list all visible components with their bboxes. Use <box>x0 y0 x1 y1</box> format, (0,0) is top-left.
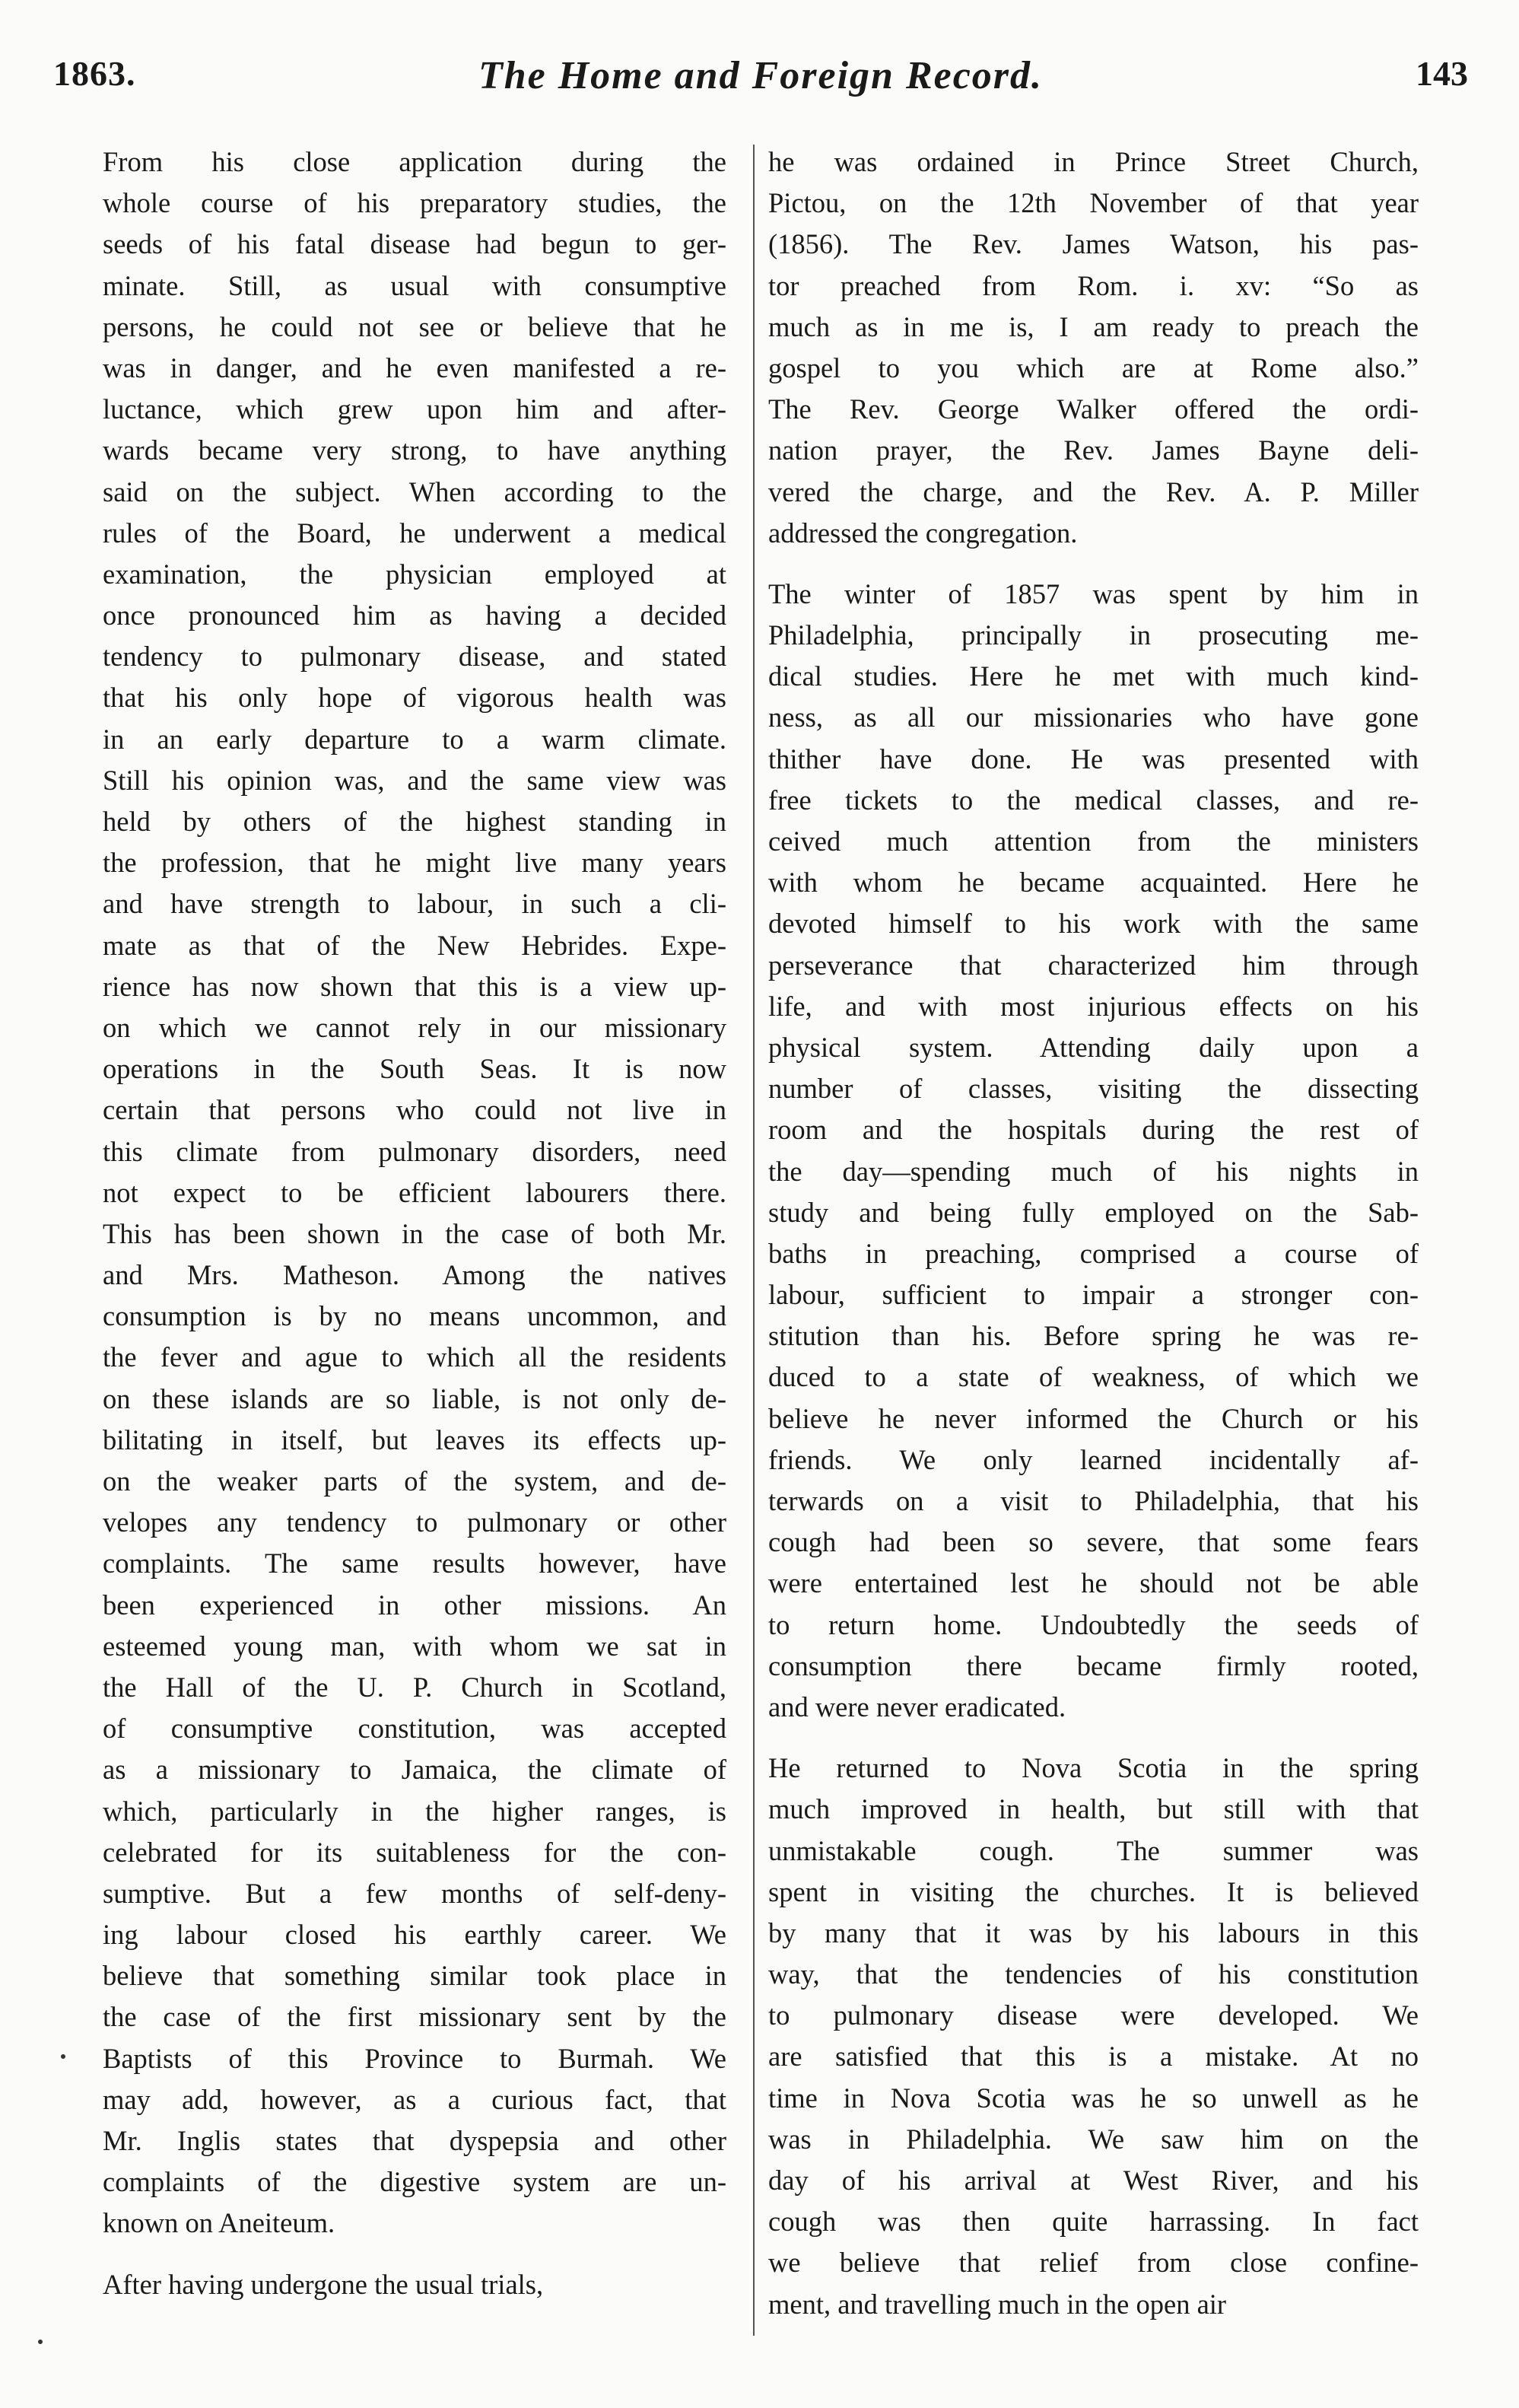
text-line: From his close application during the <box>103 146 726 177</box>
text-line: terwards on a visit to Philadelphia, that his <box>768 1485 1419 1516</box>
text-line: (1856). The Rev. James Watson, his pas- <box>768 228 1419 260</box>
text-line: we believe that relief from close confine- <box>768 2247 1419 2279</box>
text-line: tor preached from Rom. i. xv: “So as <box>768 269 1419 301</box>
text-line: sumptive. But a few months of self-deny- <box>103 1877 726 1909</box>
text-line: cough was then quite harrassing. In fact <box>768 2206 1419 2238</box>
text-line: luctance, which grew upon him and after- <box>103 393 726 425</box>
text-line: unmistakable cough. The summer was <box>768 1834 1419 1866</box>
paragraph-gap <box>768 1728 1419 1748</box>
text-line: Pictou, on the 12th November of that year <box>768 187 1419 219</box>
text-line: ceived much attention from the ministers <box>768 825 1419 857</box>
left-column <box>103 142 726 2305</box>
text-line: much improved in health, but still with that <box>768 1793 1419 1825</box>
text-line: which, particularly in the higher ranges, is <box>103 1795 726 1827</box>
text-line: room and the hospitals during the rest of <box>768 1114 1419 1146</box>
text-line: ment, and travelling much in the open air <box>768 2288 1227 2320</box>
text-line: The Rev. George Walker offered the ordi- <box>768 393 1419 425</box>
text-line: stitution than his. Before spring he was re- <box>768 1320 1419 1352</box>
text-line: and Mrs. Matheson. Among the natives <box>103 1259 726 1291</box>
text-line: vered the charge, and the Rev. A. P. Miller <box>768 476 1419 507</box>
text-line: consumption there became firmly rooted, <box>768 1649 1419 1681</box>
paragraph <box>103 142 726 2244</box>
text-line: and have strength to labour, in such a cli- <box>103 888 726 920</box>
text-line: complaints of the digestive system are un- <box>103 2166 726 2198</box>
text-line: this climate from pulmonary disorders, need <box>103 1135 726 1167</box>
print-speck <box>38 2340 43 2344</box>
text-line: dical studies. Here he met with much kind- <box>768 660 1419 692</box>
text-line: free tickets to the medical classes, and re- <box>768 784 1419 816</box>
text-line: were entertained lest he should not be able <box>768 1567 1419 1599</box>
text-line: the fever and ague to which all the residents <box>103 1341 726 1373</box>
text-line: life, and with most injurious effects on his <box>768 990 1419 1022</box>
text-line: persons, he could not see or believe that he <box>103 310 726 342</box>
text-line: nation prayer, the Rev. James Bayne deli- <box>768 434 1419 466</box>
text-line: by many that it was by his labours in this <box>768 1917 1419 1948</box>
text-line: rience has now shown that this is a view up- <box>103 970 726 1002</box>
text-line: physical system. Attending daily upon a <box>768 1031 1419 1063</box>
text-line: to return home. Undoubtedly the seeds of <box>768 1608 1419 1640</box>
text-line: cough had been so severe, that some fears <box>768 1526 1419 1558</box>
text-line: certain that persons who could not live in <box>103 1094 726 1126</box>
paragraph-gap <box>103 2244 726 2264</box>
text-line: seeds of his fatal disease had begun to ger- <box>103 228 726 260</box>
paragraph <box>103 2264 726 2305</box>
text-line: that his only hope of vigorous health was <box>103 682 726 714</box>
text-line: not expect to be efficient labourers there. <box>103 1176 726 1208</box>
text-line: study and being fully employed on the Sab- <box>768 1196 1419 1228</box>
right-column <box>768 142 1419 2325</box>
text-line: known on Aneiteum. <box>103 2207 335 2239</box>
text-line: perseverance that characterized him through <box>768 949 1419 981</box>
text-line: examination, the physician employed at <box>103 558 726 590</box>
text-line: velopes any tendency to pulmonary or other <box>103 1506 726 1538</box>
text-line: After having undergone the usual trials, <box>103 2268 544 2300</box>
text-line: esteemed young man, with whom we sat in <box>103 1630 726 1662</box>
column-divider <box>753 145 755 2336</box>
paragraph <box>768 1748 1419 2325</box>
text-line: baths in preaching, comprised a course of <box>768 1237 1419 1269</box>
paragraph-gap <box>768 554 1419 574</box>
text-line: time in Nova Scotia was he so unwell as he <box>768 2082 1419 2114</box>
header-title: The Home and Foreign Record. <box>478 54 1044 97</box>
text-line: on these islands are so liable, is not only de- <box>103 1382 726 1414</box>
text-line: Philadelphia, principally in prosecuting me- <box>768 619 1419 651</box>
text-line: ing labour closed his earthly career. We <box>103 1919 726 1951</box>
text-line: held by others of the highest standing in <box>103 806 726 837</box>
text-line: believe that something similar took place in <box>103 1960 726 1992</box>
text-line: Mr. Inglis states that dyspepsia and other <box>103 2125 726 2156</box>
text-line: in an early departure to a warm climate. <box>103 723 726 755</box>
text-line: the day—spending much of his nights in <box>768 1155 1419 1187</box>
header-year: 1863. <box>53 54 136 93</box>
text-line: ness, as all our missionaries who have gone <box>768 701 1419 733</box>
text-line: Baptists of this Province to Burmah. We <box>103 2042 726 2074</box>
text-line: he was ordained in Prince Street Church, <box>768 146 1419 177</box>
text-line: said on the subject. When according to the <box>103 476 726 507</box>
text-line: operations in the South Seas. It is now <box>103 1053 726 1085</box>
text-line: rules of the Board, he underwent a medical <box>103 517 726 549</box>
text-line: the profession, that he might live many years <box>103 847 726 879</box>
text-line: devoted himself to his work with the same <box>768 908 1419 940</box>
header-page-number: 143 <box>1416 54 1468 93</box>
paragraph <box>768 574 1419 1728</box>
text-line: as a missionary to Jamaica, the climate of <box>103 1754 726 1786</box>
text-line: whole course of his preparatory studies, the <box>103 187 726 219</box>
text-line: thither have done. He was presented with <box>768 743 1419 775</box>
text-line: spent in visiting the churches. It is believed <box>768 1875 1419 1907</box>
text-line: tendency to pulmonary disease, and stated <box>103 641 726 673</box>
text-line: been experienced in other missions. An <box>103 1589 726 1621</box>
text-line: duced to a state of weakness, of which we <box>768 1361 1419 1393</box>
page-header <box>53 53 1468 114</box>
text-line: day of his arrival at West River, and his <box>768 2165 1419 2196</box>
text-line: was in danger, and he even manifested a re- <box>103 351 726 383</box>
text-line: He returned to Nova Scotia in the spring <box>768 1752 1419 1784</box>
text-line: number of classes, visiting the dissecting <box>768 1073 1419 1105</box>
text-line: of consumptive constitution, was accepted <box>103 1713 726 1745</box>
text-line: labour, sufficient to impair a stronger con- <box>768 1279 1419 1311</box>
text-line: minate. Still, as usual with consumptive <box>103 269 726 301</box>
text-line: bilitating in itself, but leaves its effects up- <box>103 1423 726 1455</box>
paragraph <box>768 142 1419 554</box>
text-line: complaints. The same results however, have <box>103 1548 726 1579</box>
text-line: This has been shown in the case of both Mr. <box>103 1217 726 1249</box>
text-line: once pronounced him as having a decided <box>103 600 726 631</box>
text-line: may add, however, as a curious fact, that <box>103 2083 726 2115</box>
text-line: Still his opinion was, and the same view was <box>103 764 726 796</box>
text-line: on the weaker parts of the system, and de- <box>103 1465 726 1497</box>
text-line: believe he never informed the Church or his <box>768 1402 1419 1434</box>
text-line: way, that the tendencies of his constitution <box>768 1958 1419 1990</box>
text-line: gospel to you which are at Rome also.” <box>768 351 1419 383</box>
text-line: and were never eradicated. <box>768 1691 1066 1722</box>
text-line: friends. We only learned incidentally af- <box>768 1443 1419 1475</box>
text-line: The winter of 1857 was spent by him in <box>768 577 1419 609</box>
text-line: on which we cannot rely in our missionary <box>103 1011 726 1043</box>
text-line: addressed the congregation. <box>768 517 1078 549</box>
text-line: to pulmonary disease were developed. We <box>768 1999 1419 2031</box>
text-line: celebrated for its suitableness for the con- <box>103 1836 726 1868</box>
text-line: much as in me is, I am ready to preach the <box>768 310 1419 342</box>
text-line: was in Philadelphia. We saw him on the <box>768 2123 1419 2155</box>
text-line: the case of the first missionary sent by the <box>103 2001 726 2033</box>
text-line: wards became very strong, to have anything <box>103 434 726 466</box>
text-line: mate as that of the New Hebrides. Expe- <box>103 929 726 961</box>
text-line: with whom he became acquainted. Here he <box>768 867 1419 899</box>
print-speck <box>61 2054 65 2059</box>
text-line: are satisfied that this is a mistake. At no <box>768 2041 1419 2072</box>
text-line: the Hall of the U. P. Church in Scotland, <box>103 1671 726 1703</box>
text-line: consumption is by no means uncommon, and <box>103 1300 726 1332</box>
